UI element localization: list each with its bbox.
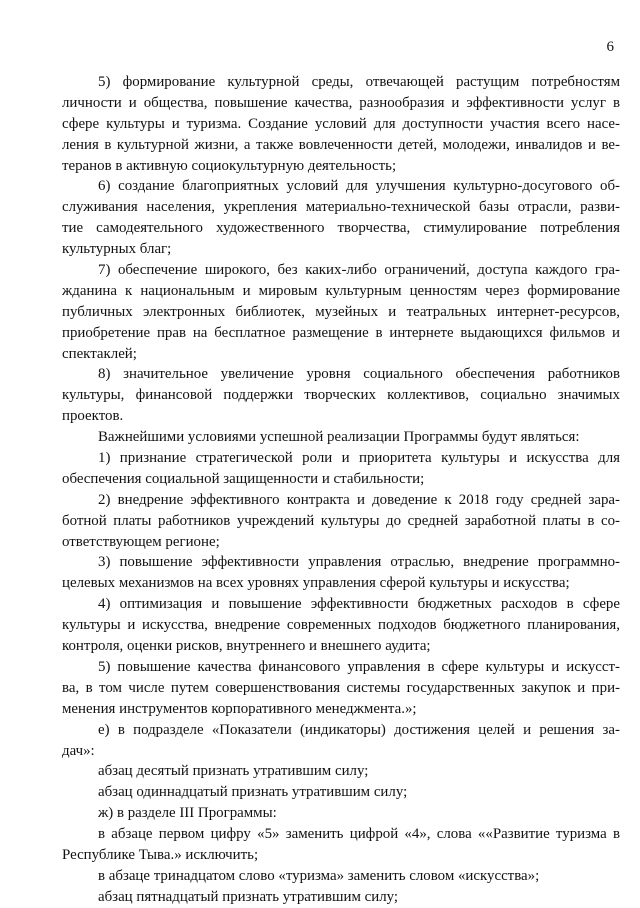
- document-body: [62, 72, 620, 908]
- text-line: абзац десятый признать утратившим силу;: [98, 763, 369, 780]
- paragraph: [62, 552, 620, 594]
- text-line: обеспечения социальной защищенности и стабильности;: [62, 470, 425, 487]
- page-number: 6: [606, 39, 614, 55]
- paragraph: [62, 364, 620, 427]
- text-line: личности и общества, повышение качества, разнообразия и эффективности услуг в: [62, 94, 620, 111]
- paragraph: [62, 866, 620, 887]
- text-line: культуры, финансовой поддержки творческих коллективов, социально значимых: [62, 387, 620, 404]
- text-line: проектов.: [62, 408, 124, 425]
- paragraph: [62, 490, 620, 553]
- text-line: в абзаце первом цифру «5» заменить цифрой «4», слова ««Развитие туризма в: [98, 826, 620, 843]
- text-line: Важнейшими условиями успешной реализации Программы будут являться:: [98, 429, 580, 446]
- text-line: 6) создание благоприятных условий для улучшения культурно-досугового об-: [98, 178, 620, 195]
- text-line: 3) повышение эффективности управления отраслью, внедрение программно-: [98, 554, 620, 571]
- text-line: ления в культурной жизни, а также вовлеченности детей, молодежи, инвалидов и ве-: [62, 136, 620, 153]
- paragraph: [62, 260, 620, 364]
- text-line: тие самодеятельного художественного творчества, стимулирование потребления: [62, 220, 620, 237]
- text-line: 4) оптимизация и повышение эффективности бюджетных расходов в сфере: [98, 596, 620, 613]
- paragraph: [62, 824, 620, 866]
- text-line: контроля, оценки рисков, внутреннего и внешнего аудита;: [62, 638, 431, 655]
- text-line: 7) обеспечение широкого, без каких-либо ограничений, доступа каждого гра-: [98, 262, 620, 279]
- text-line: жданина к национальным и мировым культурным ценностям через формирование: [62, 282, 620, 299]
- paragraph: [62, 427, 620, 448]
- text-line: целевых механизмов на всех уровнях управления сферой культуры и искусства;: [62, 575, 570, 592]
- text-line: культурных благ;: [62, 241, 172, 258]
- paragraph: [62, 782, 620, 803]
- text-line: теранов в активную социокультурную деятельность;: [62, 157, 397, 174]
- text-line: спектаклей;: [62, 345, 137, 362]
- text-line: абзац пятнадцатый признать утратившим силу;: [98, 888, 399, 905]
- text-line: служивания населения, укрепления материально-технической базы отрасли, разви-: [62, 199, 620, 216]
- text-line: сфере культуры и туризма. Создание условий для доступности участия всего насе-: [62, 115, 620, 132]
- text-line: приобретение прав на бесплатное размещение в интернете выдающихся фильмов и: [62, 324, 620, 341]
- text-line: е) в подразделе «Показатели (индикаторы) достижения целей и решения за-: [98, 721, 620, 738]
- text-line: менения инструментов корпоративного менеджмента.»;: [62, 700, 417, 717]
- text-line: абзац одиннадцатый признать утратившим силу;: [98, 784, 408, 801]
- text-line: 8) значительное увеличение уровня социального обеспечения работников: [98, 366, 620, 383]
- paragraph: [62, 448, 620, 490]
- text-line: 5) формирование культурной среды, отвечающей растущим потребностям: [98, 74, 620, 90]
- text-line: ж) в разделе III Программы:: [98, 805, 277, 822]
- paragraph: [62, 720, 620, 762]
- text-line: дач»:: [62, 742, 95, 759]
- paragraph: [62, 887, 620, 908]
- text-line: культуры и искусства, внедрение современных подходов бюджетного планирования,: [62, 617, 620, 634]
- text-line: ответствующем регионе;: [62, 533, 220, 550]
- text-line: 2) внедрение эффективного контракта и доведение к 2018 году средней зара-: [98, 491, 620, 508]
- text-line: публичных электронных библиотек, музейных и театральных интернет-ресурсов,: [62, 303, 620, 320]
- text-line: ва, в том числе путем совершенствования системы государственных закупок и при-: [62, 679, 620, 696]
- text-line: Республике Тыва.» исключить;: [62, 846, 259, 863]
- text-line: ботной платы работников учреждений культуры до средней заработной платы в со-: [62, 512, 620, 529]
- paragraph: [62, 72, 620, 176]
- paragraph: [62, 803, 620, 824]
- paragraph: [62, 176, 620, 260]
- text-line: 1) признание стратегической роли и приоритета культуры и искусства для: [98, 450, 620, 467]
- paragraph: [62, 657, 620, 720]
- paragraph: [62, 594, 620, 657]
- paragraph: [62, 761, 620, 782]
- text-line: 5) повышение качества финансового управления в сфере культуры и искусст-: [98, 658, 620, 675]
- text-line: в абзаце тринадцатом слово «туризма» заменить словом «искусства»;: [98, 867, 540, 884]
